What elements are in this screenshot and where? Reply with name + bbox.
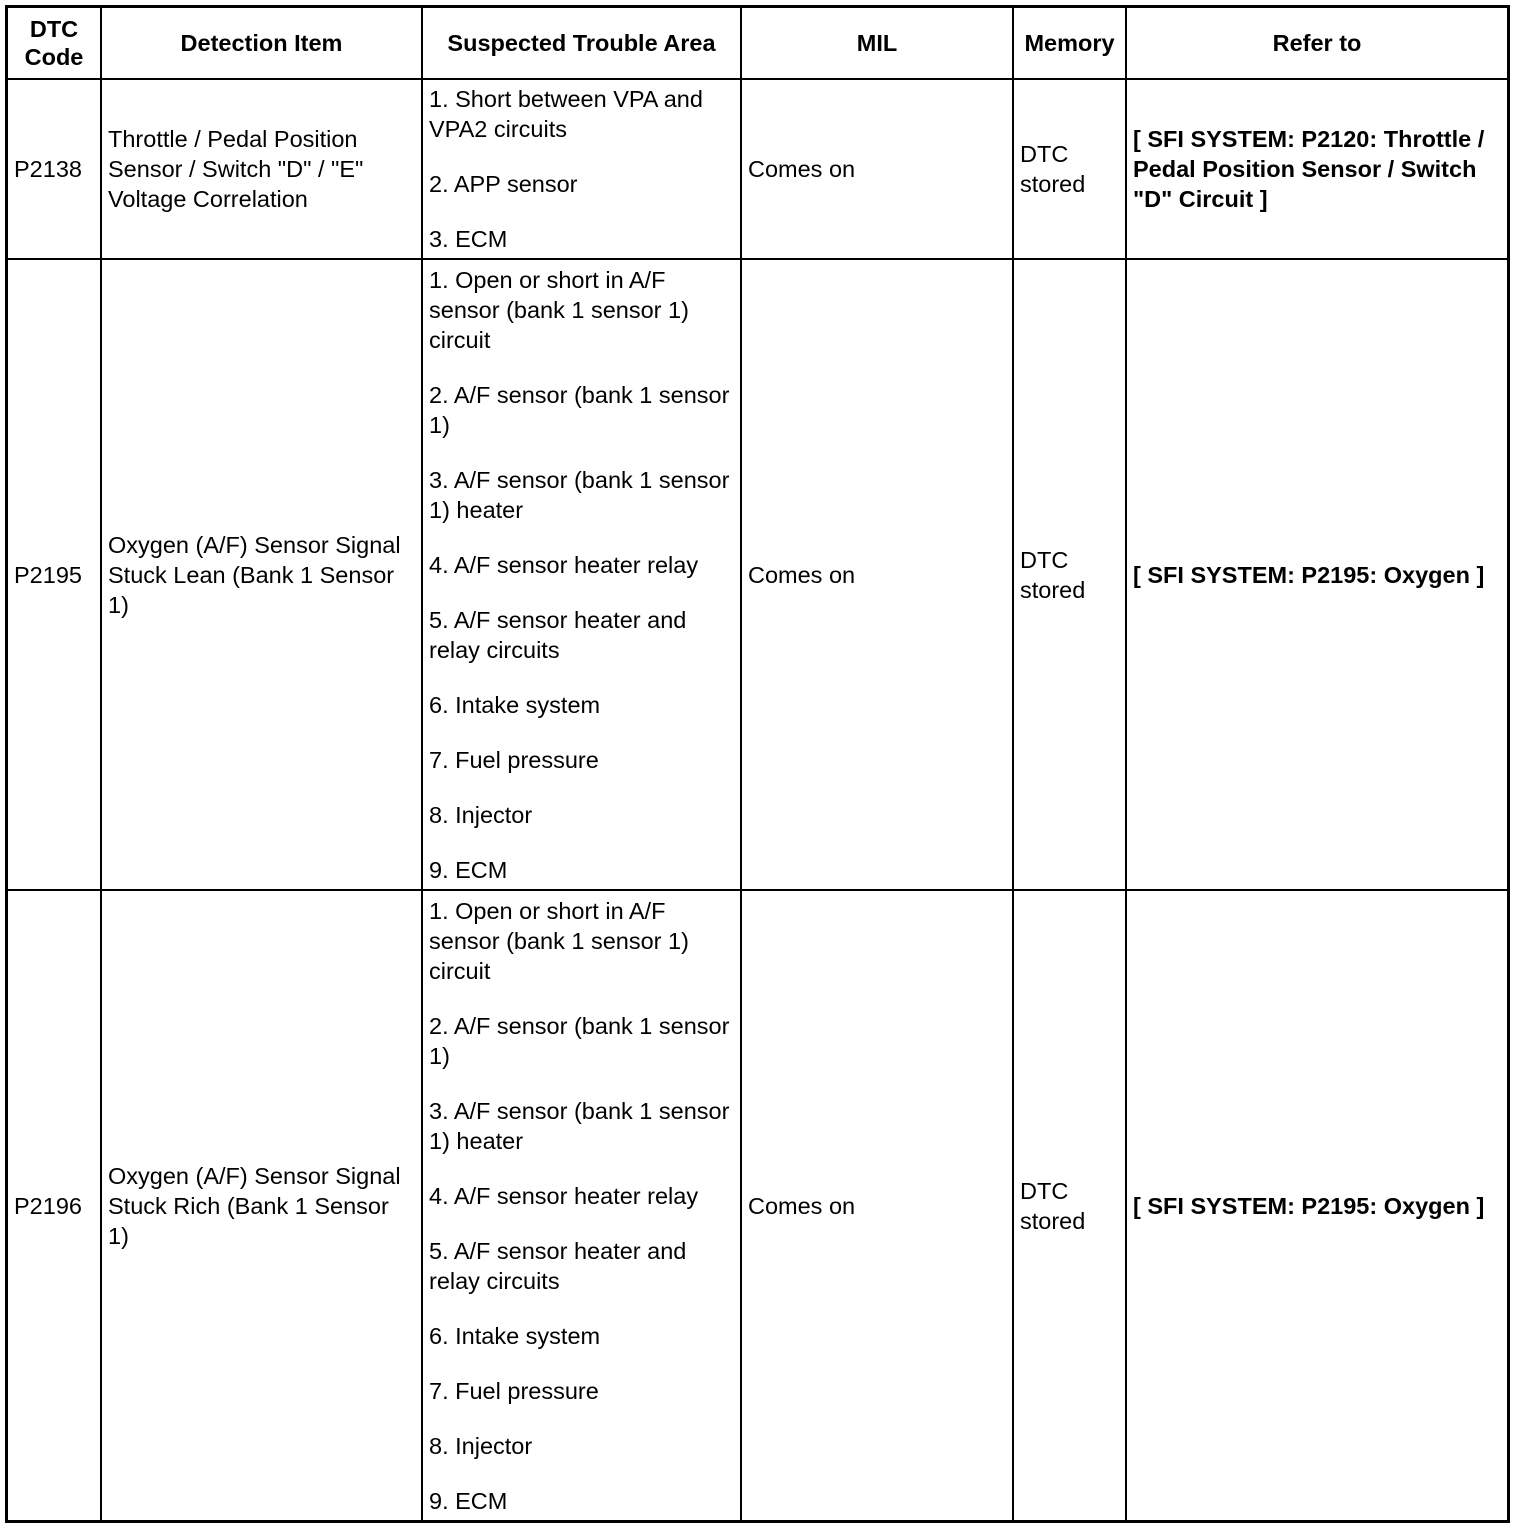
dtc-code-cell: P2195 <box>7 259 101 890</box>
trouble-area-list <box>429 84 734 254</box>
header-dtc-code: DTC Code <box>7 7 101 79</box>
trouble-area-item: 9. ECM <box>429 856 508 883</box>
trouble-area-cell <box>422 79 741 259</box>
mil-cell: Comes on <box>741 259 1013 890</box>
dtc-table <box>6 6 1509 1522</box>
detection-item-cell: Throttle / Pedal Position Sensor / Switch "D" / "E" Voltage Correlation <box>101 79 422 259</box>
header-row <box>7 7 1508 79</box>
trouble-area-item: 3. ECM <box>429 226 508 252</box>
trouble-area-item: 2. APP sensor <box>429 171 578 197</box>
refer-to-link[interactable]: [ SFI SYSTEM: P2195: Oxygen ] <box>1126 259 1508 890</box>
trouble-area-item: 5. A/F sensor heater and relay circuits <box>429 606 687 663</box>
header-detection-item: Detection Item <box>101 7 422 79</box>
dtc-code-cell: P2138 <box>7 79 101 259</box>
mil-cell: Comes on <box>741 79 1013 259</box>
refer-to-link[interactable]: [ SFI SYSTEM: P2195: Oxygen ] <box>1126 890 1508 1521</box>
trouble-area-item: 4. A/F sensor heater relay <box>429 1182 699 1209</box>
trouble-area-item: 6. Intake system <box>429 1322 601 1349</box>
memory-cell: DTC stored <box>1013 259 1126 890</box>
header-refer-to: Refer to <box>1126 7 1508 79</box>
trouble-area-item: 9. ECM <box>429 1487 508 1514</box>
trouble-area-item: 4. A/F sensor heater relay <box>429 551 699 578</box>
trouble-area-item: 2. A/F sensor (bank 1 sensor 1) <box>429 381 730 438</box>
header-memory: Memory <box>1013 7 1126 79</box>
trouble-area-item: 8. Injector <box>429 1432 533 1459</box>
trouble-area-item: 7. Fuel pressure <box>429 1377 599 1404</box>
mil-cell: Comes on <box>741 890 1013 1521</box>
trouble-area-item: 1. Short between VPA and VPA2 circuits <box>429 86 703 142</box>
trouble-area-item: 3. A/F sensor (bank 1 sensor 1) heater <box>429 1097 730 1154</box>
table-row <box>7 259 1508 890</box>
detection-item-cell: Oxygen (A/F) Sensor Signal Stuck Lean (Bank 1 Sensor 1) <box>101 259 422 890</box>
dtc-code-cell: P2196 <box>7 890 101 1521</box>
trouble-area-list <box>429 896 734 1516</box>
header-suspected-trouble-area: Suspected Trouble Area <box>422 7 741 79</box>
trouble-area-cell <box>422 890 741 1521</box>
trouble-area-item: 6. Intake system <box>429 691 601 718</box>
refer-to-link[interactable]: [ SFI SYSTEM: P2120: Throttle / Pedal Position Sensor / Switch "D" Circuit ] <box>1126 79 1508 259</box>
trouble-area-item: 7. Fuel pressure <box>429 746 599 773</box>
trouble-area-item: 5. A/F sensor heater and relay circuits <box>429 1237 687 1294</box>
trouble-area-cell <box>422 259 741 890</box>
trouble-area-item: 1. Open or short in A/F sensor (bank 1 sensor 1) circuit <box>429 266 689 353</box>
header-mil: MIL <box>741 7 1013 79</box>
trouble-area-item: 2. A/F sensor (bank 1 sensor 1) <box>429 1012 730 1069</box>
table-row <box>7 79 1508 259</box>
memory-cell: DTC stored <box>1013 79 1126 259</box>
trouble-area-list <box>429 265 734 885</box>
table-row <box>7 890 1508 1521</box>
trouble-area-item: 1. Open or short in A/F sensor (bank 1 sensor 1) circuit <box>429 897 689 984</box>
trouble-area-item: 3. A/F sensor (bank 1 sensor 1) heater <box>429 466 730 523</box>
memory-cell: DTC stored <box>1013 890 1126 1521</box>
detection-item-cell: Oxygen (A/F) Sensor Signal Stuck Rich (Bank 1 Sensor 1) <box>101 890 422 1521</box>
trouble-area-item: 8. Injector <box>429 801 533 828</box>
